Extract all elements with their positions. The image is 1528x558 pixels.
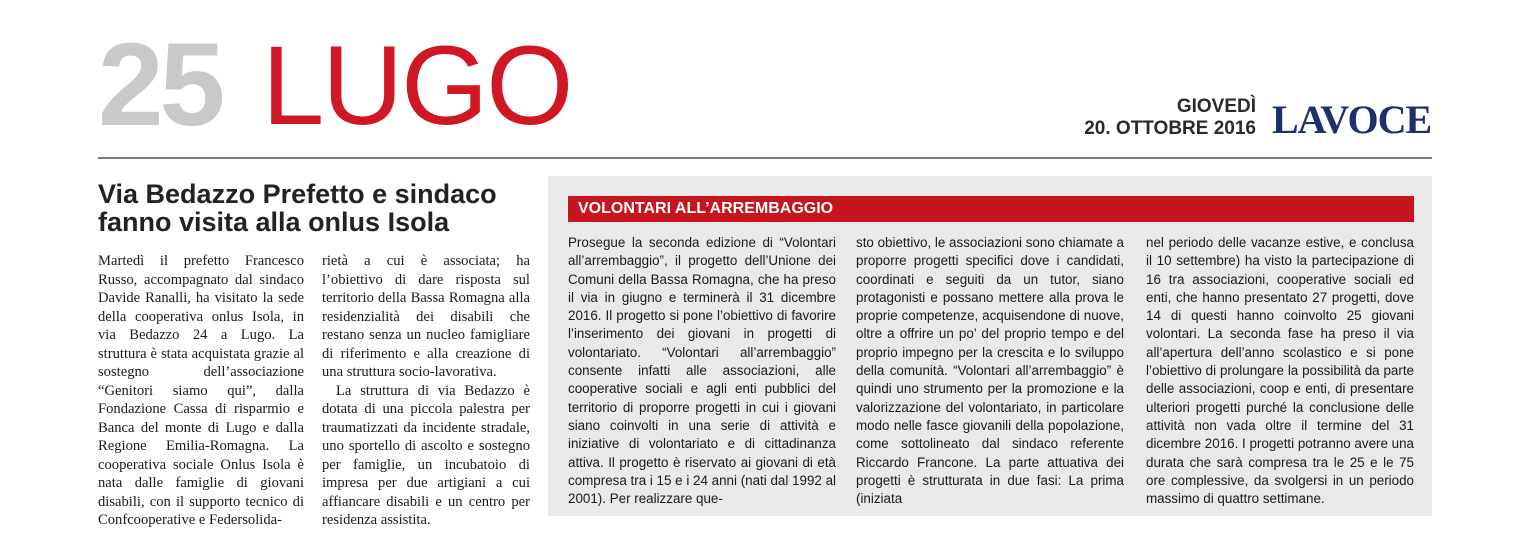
newspaper-logo: LAVOCE <box>1272 97 1432 142</box>
article <box>98 179 530 528</box>
sidebar-box <box>548 176 1432 516</box>
box-column-2: sto obiettivo, le associazioni sono chiamate a proporre progetti specifici dove i candidati, coordinati e seguiti da un tutor, siano protagonisti e possano mettere alla prova le proprie competenze, acquisendone di nuove, oltre a offrire un po’ del proprio tempo e del proprio impegno per la crescita e lo sviluppo della comunità. “Volontari all’arrembaggio” è quindi uno strumento per la promozione e la valorizzazione del volontariato, in particolare modo nelle fasce giovanili della popolazione, come sottolineato dal sindaco referente Riccardo Francone. La parte attuativa dei progetti è strutturata in due fasi: La prima (iniziata <box>856 235 1124 507</box>
issue-date <box>1084 96 1256 140</box>
weekday: GIOVEDÌ <box>1176 96 1256 117</box>
section-title: LUGO <box>262 23 572 148</box>
box-title: VOLONTARI ALL’ARREMBAGGIO <box>568 196 1414 222</box>
page-number: 25 <box>98 19 222 151</box>
article-column-1 <box>98 252 304 530</box>
article-paragraph-1-continued: rietà a cui è associata; ha l’obiettivo di dare risposta sul territorio della Bassa Romagna alla residenzialità dei disabili che restano senza un nucleo famigliare di riferimento e alla creazione di una struttura socio-lavorativa. <box>322 253 530 380</box>
article-paragraph-1: Martedì il prefetto Francesco Russo, accompagnato dal sindaco Davide Ranalli, ha visitato la sede della cooperativa onlus Isola, in via Bedazzo 24 a Lugo. La struttura è stata acquistata grazie al sostegno dell’associazione “Genitori siamo qui”, dalla Fondazione Cassa di risparmio e Banca del monte di Lugo e dalla Regione Emilia-Romagna. La cooperativa sociale Onlus Isola è nata dalle famiglie di giovani disabili, con il supporto tecnico di Confcooperative e Federsolida- <box>98 253 304 528</box>
masthead <box>0 0 1528 170</box>
box-column-3: nel periodo delle vacanze estive, e conclusa il 10 settembre) ha visto la partecipazione di 16 tra associazioni, cooperative sociali ed enti, che hanno presentato 27 progetti, dove 14 di questi hanno coinvolto 25 giovani volontari. La seconda fase ha preso il via all’apertura dell’anno scolastico e si pone l’obiettivo di prolungare la possibilità da parte delle associazioni, coop e enti, di presentare ulteriori progetti purché la conclusione delle attività non vada oltre il termine del 31 dicembre 2016. I progetti potranno avere una durata che sarà compresa tra le 25 e le 75 ore complessive, da svolgersi in un periodo massimo di quattro settimane. <box>1146 235 1414 507</box>
article-headline <box>98 180 530 236</box>
box-column-1: Prosegue la seconda edizione di “Volontari all’arrembaggio”, il progetto dell’Unione dei Comuni della Bassa Romagna, che ha preso il via in giugno e terminerà il 31 dicembre 2016. Il progetto si pone l’obiettivo di favorire l’inserimento dei giovani in progetti di volontariato. “Volontari all’arrembaggio” consente infatti alle associazioni, alle cooperative sociali e agli enti pubblici del territorio di proporre progetti in cui i giovani siano coinvolti in una serie di attività e iniziative di volontariato e di cittadinanza attiva. Il progetto è riservato ai giovani di età compresa tra i 15 e i 24 anni (nati dal 1992 al 2001). Per realizzare que- <box>568 235 836 507</box>
article-paragraph-2: La struttura di via Bedazzo è dotata di una piccola palestra per traumatizzati da incidente stradale, uno sportello di ascolto e sostegno per famiglie, un incubatoio di impresa per due artigiani a cui affiancare disabili e un centro per residenza assistita. <box>322 382 530 528</box>
article-column-2 <box>322 252 530 530</box>
date: 20. OTTOBRE 2016 <box>1084 118 1256 139</box>
headline-text: Prefetto e sindaco fanno visita alla onlus Isola <box>98 179 497 237</box>
headline-kicker: Via Bedazzo <box>98 179 256 209</box>
header-divider <box>98 157 1432 159</box>
